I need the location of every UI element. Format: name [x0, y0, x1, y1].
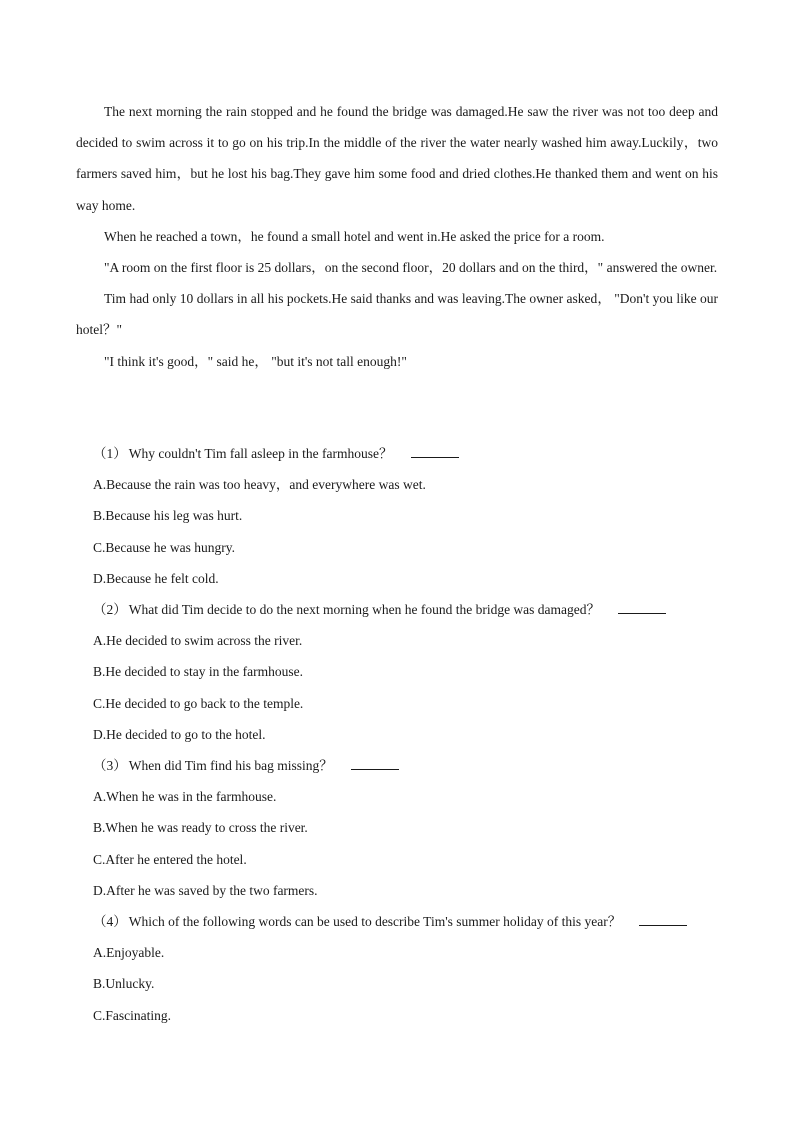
question-2 — [93, 594, 733, 750]
question-4 — [93, 906, 733, 1031]
option-a: A.He decided to swim across the river. — [93, 633, 303, 649]
answer-blank[interactable] — [639, 911, 687, 926]
question-number: （2） — [93, 602, 127, 618]
question-stem — [93, 750, 733, 781]
question-1 — [93, 438, 733, 594]
passage-paragraph: Tim had only 10 dollars in all his pockets.He said thanks and was leaving.The owner asked， "Don't you like our hotel？" — [76, 291, 718, 338]
option-d: D.After he was saved by the two farmers. — [93, 882, 318, 898]
question-number: （1） — [93, 446, 127, 461]
passage-paragraph: "A room on the first floor is 25 dollars，on the second floor，20 dollars and on the third，" answered the owner. — [104, 260, 718, 276]
question-text: Why couldn't Tim fall asleep in the farmhouse？ — [128, 446, 393, 461]
option-a: A.When he was in the farmhouse. — [93, 789, 277, 805]
answer-blank[interactable] — [351, 755, 399, 770]
passage-paragraph: "I think it's good，" said he， "but it's not tall enough!" — [104, 353, 407, 369]
option-c: C.He decided to go back to the temple. — [93, 695, 304, 711]
option-a: A.Enjoyable. — [93, 945, 165, 961]
passage-paragraph: The next morning the rain stopped and he found the bridge was damaged.He saw the river was not too deep and decided to swim across it to go on his trip.In the middle of the river the water nearly washed him away.Luckily，two farmers saved him，but he lost his bag.They gave him some food and dried clothes.He thanked them and went on his way home. — [76, 104, 718, 213]
passage-paragraph: When he reached a town，he found a small hotel and went in.He asked the price for a room. — [104, 228, 605, 244]
option-a: A.Because the rain was too heavy，and everywhere was wet. — [93, 477, 426, 493]
option-b: B.Unlucky. — [93, 976, 155, 992]
option-b: B.He decided to stay in the farmhouse. — [93, 664, 303, 680]
option-d: D.Because he felt cold. — [93, 570, 219, 586]
question-stem — [93, 906, 733, 937]
question-text: Which of the following words can be used to describe Tim's summer holiday of this year？ — [128, 914, 622, 930]
option-b: B.When he was ready to cross the river. — [93, 820, 308, 836]
reading-passage — [76, 96, 718, 377]
question-number: （3） — [93, 758, 127, 774]
question-text: When did Tim find his bag missing？ — [128, 758, 333, 774]
option-c: C.Because he was hungry. — [93, 539, 235, 555]
question-list — [93, 438, 733, 1031]
option-c: C.Fascinating. — [93, 1007, 171, 1023]
question-stem — [93, 594, 733, 625]
answer-blank[interactable] — [411, 443, 459, 458]
option-d: D.He decided to go to the hotel. — [93, 726, 266, 742]
question-stem — [93, 438, 733, 469]
answer-blank[interactable] — [618, 599, 666, 614]
question-text: What did Tim decide to do the next morning when he found the bridge was damaged？ — [128, 602, 601, 618]
question-number: （4） — [93, 914, 127, 930]
option-b: B.Because his leg was hurt. — [93, 508, 243, 524]
question-3 — [93, 750, 733, 906]
option-c: C.After he entered the hotel. — [93, 851, 247, 867]
